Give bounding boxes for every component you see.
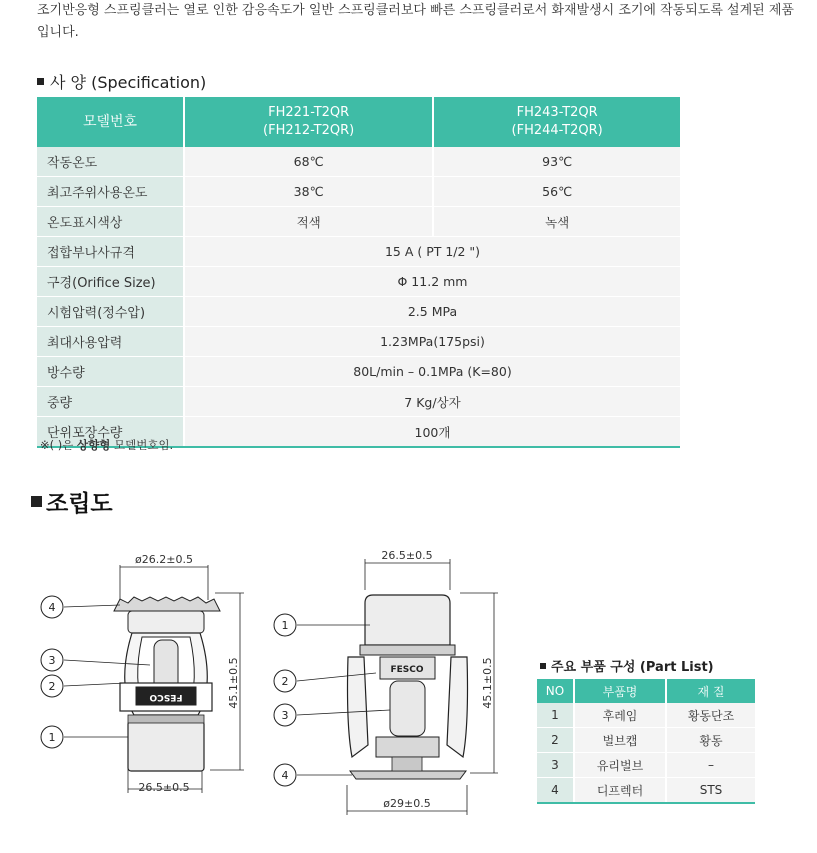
spec-label: 단위포장수량 xyxy=(37,417,184,448)
left-callout-2: 2 xyxy=(48,680,56,693)
spec-row xyxy=(37,267,680,297)
right-callout-2: 2 xyxy=(281,675,289,688)
right-callout-1: 1 xyxy=(281,619,289,632)
col1-model-alt: (FH212-T2QR) xyxy=(263,123,355,138)
spec-label: 작동온도 xyxy=(37,147,184,177)
spec-value: 100개 xyxy=(184,417,680,448)
spec-header-col1 xyxy=(184,97,433,147)
spec-value: 7 Kg/상자 xyxy=(184,387,680,417)
right-height-dimension: 45.1±0.5 xyxy=(481,657,494,709)
right-bottom-dimension: ø29±0.5 xyxy=(383,797,431,810)
part-name: 유리벌브 xyxy=(574,753,666,778)
part-material: 황동 xyxy=(666,728,755,753)
parts-table xyxy=(537,679,755,804)
col2-model: FH243-T2QR xyxy=(516,105,598,120)
spec-label: 방수량 xyxy=(37,357,184,387)
left-brand-label: FESCO xyxy=(149,692,183,702)
spec-label: 중량 xyxy=(37,387,184,417)
spec-value: 68℃ xyxy=(184,147,433,177)
spec-value: 적색 xyxy=(184,207,433,237)
spec-row xyxy=(37,297,680,327)
model-note xyxy=(40,437,173,453)
assembly-drawing xyxy=(30,545,510,825)
part-no: 1 xyxy=(537,703,574,728)
parts-row xyxy=(537,778,755,804)
spec-table xyxy=(37,97,680,448)
spec-value: 93℃ xyxy=(433,147,680,177)
assembly-title xyxy=(31,485,113,518)
parts-header-name: 부품명 xyxy=(574,679,666,703)
spec-title-text: 사 양 (Specification) xyxy=(50,73,207,92)
right-view xyxy=(347,559,498,815)
spec-value: 56℃ xyxy=(433,177,680,207)
spec-row xyxy=(37,147,680,177)
part-name: 디프렉터 xyxy=(574,778,666,804)
part-material: STS xyxy=(666,778,755,804)
right-callout-3: 3 xyxy=(281,709,289,722)
parts-row xyxy=(537,703,755,728)
left-bottom-dimension: 26.5±0.5 xyxy=(138,781,190,794)
parts-row xyxy=(537,728,755,753)
part-no: 3 xyxy=(537,753,574,778)
spec-header-model: 모델번호 xyxy=(37,97,184,147)
spec-header-col2 xyxy=(433,97,680,147)
note-bold: 상향형 xyxy=(77,438,111,452)
right-brand-label: FESCO xyxy=(390,665,424,675)
spec-label: 온도표시색상 xyxy=(37,207,184,237)
note-suffix: 모델번호임. xyxy=(110,438,174,452)
left-height-dimension: 45.1±0.5 xyxy=(227,657,240,709)
spec-section-title xyxy=(37,70,206,93)
part-material: – xyxy=(666,753,755,778)
spec-header-row xyxy=(37,97,680,147)
spec-row xyxy=(37,207,680,237)
part-no: 4 xyxy=(537,778,574,804)
spec-label: 최고주위사용온도 xyxy=(37,177,184,207)
left-callout-4: 4 xyxy=(48,601,56,614)
spec-value: 2.5 MPa xyxy=(184,297,680,327)
bullet-square-icon xyxy=(540,663,546,669)
bullet-square-icon xyxy=(31,496,42,507)
part-name: 벌브캡 xyxy=(574,728,666,753)
left-view xyxy=(114,565,244,793)
parts-title-text: 주요 부품 구성 (Part List) xyxy=(551,660,714,675)
left-callout-1: 1 xyxy=(48,731,56,744)
left-callout-3: 3 xyxy=(48,654,56,667)
spec-row xyxy=(37,237,680,267)
spec-value: Φ 11.2 mm xyxy=(184,267,680,297)
spec-row xyxy=(37,357,680,387)
spec-row xyxy=(37,327,680,357)
spec-label: 시험압력(정수압) xyxy=(37,297,184,327)
spec-value: 80L/min – 0.1MPa (K=80) xyxy=(184,357,680,387)
spec-value: 1.23MPa(175psi) xyxy=(184,327,680,357)
parts-header-material: 재 질 xyxy=(666,679,755,703)
parts-header-no: NO xyxy=(537,679,574,703)
col1-model: FH221-T2QR xyxy=(268,105,350,120)
col2-model-alt: (FH244-T2QR) xyxy=(511,123,603,138)
right-callout-4: 4 xyxy=(281,769,289,782)
spec-label: 최대사용압력 xyxy=(37,327,184,357)
part-name: 후레임 xyxy=(574,703,666,728)
spec-label: 구경(Orifice Size) xyxy=(37,267,184,297)
parts-list-title xyxy=(540,656,714,675)
spec-value: 녹색 xyxy=(433,207,680,237)
assembly-title-text: 조립도 xyxy=(46,491,113,517)
part-material: 황동단조 xyxy=(666,703,755,728)
spec-row xyxy=(37,387,680,417)
intro-text: 조기반응형 스프링클러는 열로 인한 감응속도가 일반 스프링클러보다 빠른 스프링클러로서 화재발생시 조기에 작동되도록 설계된 제품입니다. xyxy=(37,3,794,40)
spec-value: 15 A ( PT 1/2 ") xyxy=(184,237,680,267)
right-top-dimension: 26.5±0.5 xyxy=(381,549,433,562)
part-no: 2 xyxy=(537,728,574,753)
parts-row xyxy=(537,753,755,778)
note-prefix: ※( )은 xyxy=(40,438,78,452)
spec-label: 접합부나사규격 xyxy=(37,237,184,267)
spec-row xyxy=(37,177,680,207)
parts-header-row xyxy=(537,679,755,703)
left-top-dimension: ø26.2±0.5 xyxy=(135,553,193,566)
bullet-square-icon xyxy=(37,78,44,85)
spec-value: 38℃ xyxy=(184,177,433,207)
